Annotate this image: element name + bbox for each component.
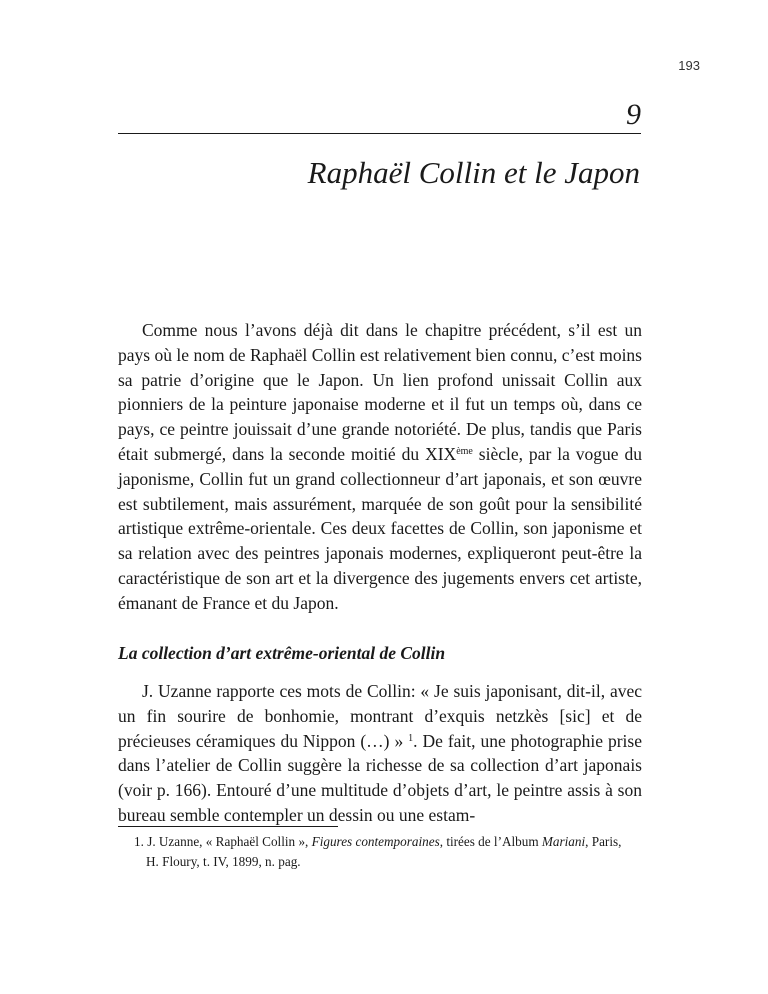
footnote-text-2: , tirées de l’Album [439, 834, 542, 849]
collection-text-end: . De fait, une photographie prise dans l’atelier de Collin suggère la richesse de sa collection d’art japonais (voir p. 166). Entouré d’une multitude d’objets d’art, le peintre assis à son bureau semble contempler un dessin ou une estam- [118, 730, 642, 825]
century-superscript: ème [456, 445, 473, 457]
collection-text-start: J. Uzanne rapporte ces mots de Collin: « Je suis japonisant, dit-il, avec un fin sourire de bonhomie, montrant d’exquis netzkès [sic] et de précieuses céramiques du Nippon (…) » [118, 681, 642, 751]
footnote-italic-album: Mariani [541, 834, 586, 849]
intro-text-end: siècle, par la vogue du japonisme, Collin fut un grand collectionneur d’art japonais, et son œuvre est subtilement, mais assurément, marquée de son goût pour la sensibilité artistique extrême-orientale. Ces deux facettes de Collin, son japonisme et sa relation avec des peintres japonais modernes, expliqueront peut-être la caractéristique de son art et la divergence des jugements envers cet artiste, émanant de France et du Japon. [118, 443, 642, 613]
intro-paragraph-block [118, 318, 642, 616]
footnote [118, 832, 642, 872]
footnote-line-2: H. Floury, t. IV, 1899, n. pag. [146, 854, 301, 869]
footnote-rule [118, 826, 338, 827]
footnote-text-3: , Paris, [585, 834, 622, 849]
chapter-rule [118, 133, 641, 134]
footnote-ref[interactable]: 1 [408, 732, 414, 744]
collection-paragraph [118, 679, 642, 828]
collection-paragraph-block [118, 679, 642, 828]
page-number: 193 [678, 58, 700, 73]
chapter-number: 9 [626, 98, 641, 131]
intro-text-start: Comme nous l’avons déjà dit dans le chapitre précédent, s’il est un pays où le nom de Raphaël Collin est relativement bien connu, c’est moins sa patrie d’origine que le Japon. Un lien profond unissait Collin aux pionniers de la peinture japonaise moderne et il fut un temps où, dans ce pays, ce peintre jouissait d’une grande notoriété. De plus, tandis que Paris était submergé, dans la seconde moitié du XIX [118, 320, 642, 464]
footnote-line-1 [118, 832, 642, 852]
intro-paragraph [118, 318, 642, 616]
chapter-title: Raphaël Collin et le Japon [307, 155, 640, 190]
section-heading: La collection d’art extrême-oriental de Collin [118, 643, 446, 663]
footnote-text-1: 1. J. Uzanne, « Raphaël Collin », [134, 834, 312, 849]
footnote-italic-title: Figures contemporaines [311, 834, 440, 849]
